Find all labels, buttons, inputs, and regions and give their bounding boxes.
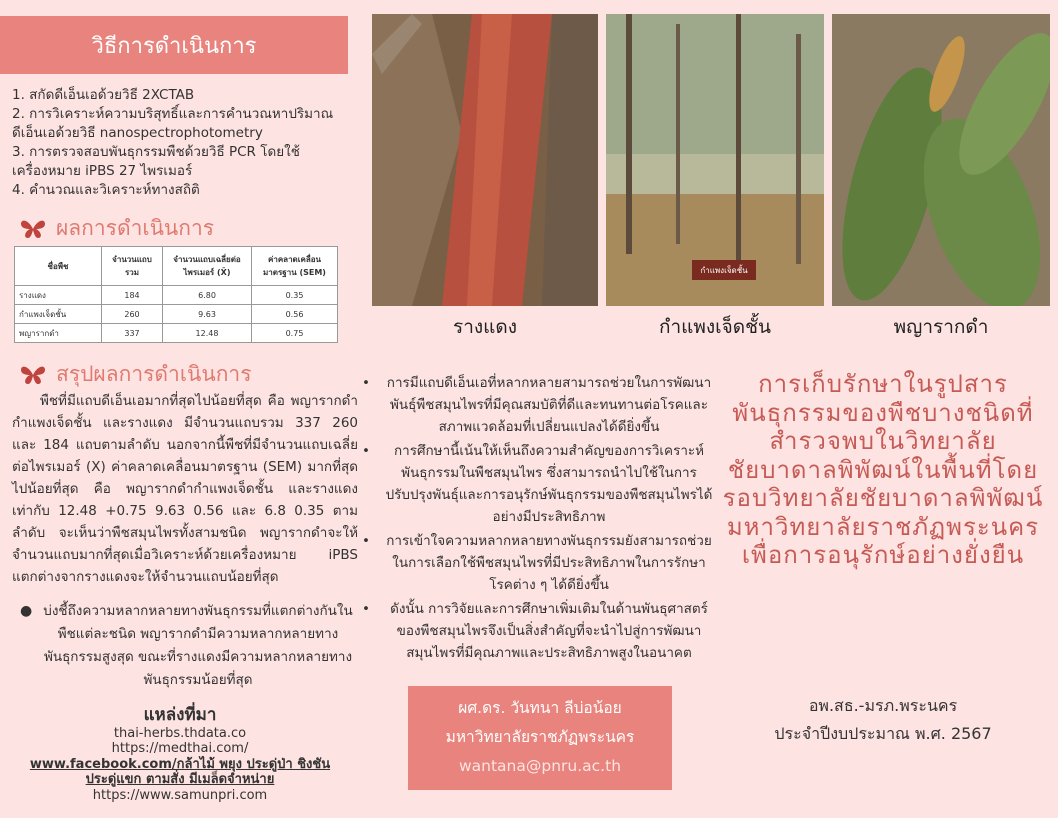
photo-caption: กำแพงเจ็ดชั้น [658,316,772,338]
results-table [14,246,338,343]
photo-sign-text: กำแพงเจ็ดชั้น [700,266,748,275]
list-item [362,530,714,596]
bullet-icon: • [362,443,370,459]
methods-list [12,86,348,200]
results-title: ผลการดำเนินการ [56,216,215,240]
table-header: จำนวนแถบรวม [102,247,163,286]
list-item-text: ดังนั้น การวิจัยและการศึกษาเพิ่มเติมในด้านพันธุศาสตร์ของพืชสมุนไพรจึงเป็นสิ่งสำคัญที่จะนำไปสู่การพัฒนาสมุนไพรที่มีคุณภาพและประสิทธิภาพสูงในอนาคต [390,601,708,661]
results-heading [20,212,214,245]
bullet-icon: • [362,533,370,549]
list-item-text: การเข้าใจความหลากหลายทางพันธุกรรมยังสามารถช่วยในการเลือกใช้พืชสมุนไพรที่มีประสิทธิภาพในการรักษาโรคต่าง ๆ ได้ดียิ่งขึ้น [386,533,712,593]
bullet-icon: • [362,601,370,617]
fiscal-year: ประจำปีงบประมาณ พ.ศ. 2567 [774,724,992,743]
table-row [15,324,338,343]
leaves-photo [832,14,1050,306]
organization-block [722,692,1044,748]
author-affiliation: มหาวิทยาลัยราชภัฏพระนคร [445,728,635,746]
methods-title: วิธีการดำเนินการ [91,33,257,59]
table-row [15,286,338,305]
list-item [362,440,714,528]
table-cell: 0.56 [252,305,338,324]
methods-item: 2. การวิเคราะห์ความบริสุทธิ์และการคำนวณหาปริมาณดีเอ็นเอด้วยวิธี nanospectrophotometry [12,106,334,141]
table-cell: 9.63 [163,305,252,324]
table-header: จำนวนแถบเฉลี่ยต่อไพรเมอร์ (X̄) [163,247,252,286]
table-cell: 0.35 [252,286,338,305]
summary-heading [20,358,252,391]
forest-photo [606,14,824,306]
author-box [408,686,672,790]
bullet-icon: ● [20,603,33,619]
bullet-icon: • [362,375,370,391]
summary-title: สรุปผลการดำเนินการ [56,362,252,386]
sources-block [20,705,340,803]
table-cell: 6.80 [163,286,252,305]
methods-item: 3. การตรวจสอบพันธุกรรมพืชด้วยวิธี PCR โดยใช้เครื่องหมาย iPBS 27 ไพรเมอร์ [12,144,300,179]
table-header: ชื่อพืช [15,247,102,286]
author-email: wantana@pnru.ac.th [458,757,622,775]
table-cell: กำแพงเจ็ดชั้น [15,305,102,324]
methods-item: 4. คำนวณและวิเคราะห์ทางสถิติ [12,182,200,198]
source-line: https://www.samunpri.com [92,787,268,803]
butterfly-icon [20,218,46,240]
photo-rangdaeng [372,14,598,306]
butterfly-icon [20,364,46,386]
table-row [15,305,338,324]
table-header-row [15,247,338,286]
tree-trunk-photo [372,14,598,306]
summary-bullet-text: บ่งชี้ถึงความหลากหลายทางพันธุกรรมที่แตกต่างกันในพืชแต่ละชนิด พญารากดำมีความหลากหลายทางพันธุกรรมสูงสุด ขณะที่รางแดงมีความหลากหลายทางพันธุกรรมน้อยที่สุด [43,603,353,688]
conclusion-list [362,372,714,666]
table-cell: 0.75 [252,324,338,343]
table-cell: พญารากดำ [15,324,102,343]
source-line: thai-herbs.thdata.co [113,725,247,741]
table-cell: รางแดง [15,286,102,305]
table-cell: 184 [102,286,163,305]
table-header: ค่าคลาดเคลื่อนมาตรฐาน (SEM) [252,247,338,286]
methods-banner [0,16,348,74]
photo-caption: รางแดง [452,316,517,338]
list-item-text: การศึกษานี้เน้นให้เห็นถึงความสำคัญของการวิเคราะห์พันธุกรรมในพืชสมุนไพร ซึ่งสามารถนำไปใช้ในการปรับปรุงพันธุ์และการอนุรักษ์พันธุกรรมของพืชสมุนไพรได้อย่างมีประสิทธิภาพ [385,443,713,525]
photo-kamphaeng [606,14,824,306]
photo-caption: พญารากดำ [893,316,989,338]
source-line: www.facebook.com/กล้าไม้ พยุง ประดู่ป่า ชิงชัน ประดู่แขก ตามสั่ง มีเมล็ดจำหน่าย [29,756,331,787]
table-cell: 337 [102,324,163,343]
table-cell: 12.48 [163,324,252,343]
project-title: การเก็บรักษาในรูปสารพันธุกรรมของพืชบางชนิดที่สำรวจพบในวิทยาลัยชัยบาดาลพิพัฒน์ในพื้นที่โดยรอบวิทยาลัยชัยบาดาลพิพัฒน์มหาวิทยาลัยราชภัฏพระนครเพื่อการอนุรักษ์อย่างยั่งยืน [722,370,1044,569]
summary-bullet [14,600,354,692]
list-item [362,372,714,438]
source-line: https://medthai.com/ [111,741,249,756]
list-item-text: การมีแถบดีเอ็นเอที่หลากหลายสามารถช่วยในการพัฒนาพันธุ์พืชสมุนไพรที่มีคุณสมบัติที่ดีและทนทานต่อโรคและสภาพแวดล้อมที่เปลี่ยนแปลงได้ดียิ่งขึ้น [386,375,712,435]
summary-paragraph: พืชที่มีแถบดีเอ็นเอมากที่สุดไปน้อยที่สุด คือ พญารากดำ กำแพงเจ็ดชั้น และรางแดง มีจำนวนแถบรวม 337 260 และ 184 แถบตามลำดับ นอกจากนี้พืชที่มีจำนวนแถบเฉลี่ยต่อไพรเมอร์ (X) ค่าคลาดเคลื่อนมาตรฐาน (SEM) มากที่สุดไปน้อยที่สุด คือ พญารากดำกำแพงเจ็ดชั้น และรางแดง เท่ากับ 12.48 +0.75 9.63 0.56 และ 6.8 0.35 ตามลำดับ จะเห็นว่าพืชสมุนไพรทั้งสามชนิด พญารากดำจะให้จำนวนแถบมากที่สุดเมื่อวิเคราะห์ด้วยเครื่องหมาย iPBS แตกต่างจากรางแดงจะให้จำนวนแถบน้อยที่สุด [12,393,358,585]
author-name: ผศ.ดร. วันทนา ลีบ่อน้อย [458,699,622,717]
photo-phaya [832,14,1050,306]
list-item [362,598,714,664]
table-cell: 260 [102,305,163,324]
results-table-wrap [14,246,338,343]
organization-name: อพ.สธ.-มรภ.พระนคร [808,696,958,715]
sources-title: แหล่งที่มา [143,705,217,725]
methods-item: 1. สกัดดีเอ็นเอด้วยวิธี 2XCTAB [12,87,195,103]
